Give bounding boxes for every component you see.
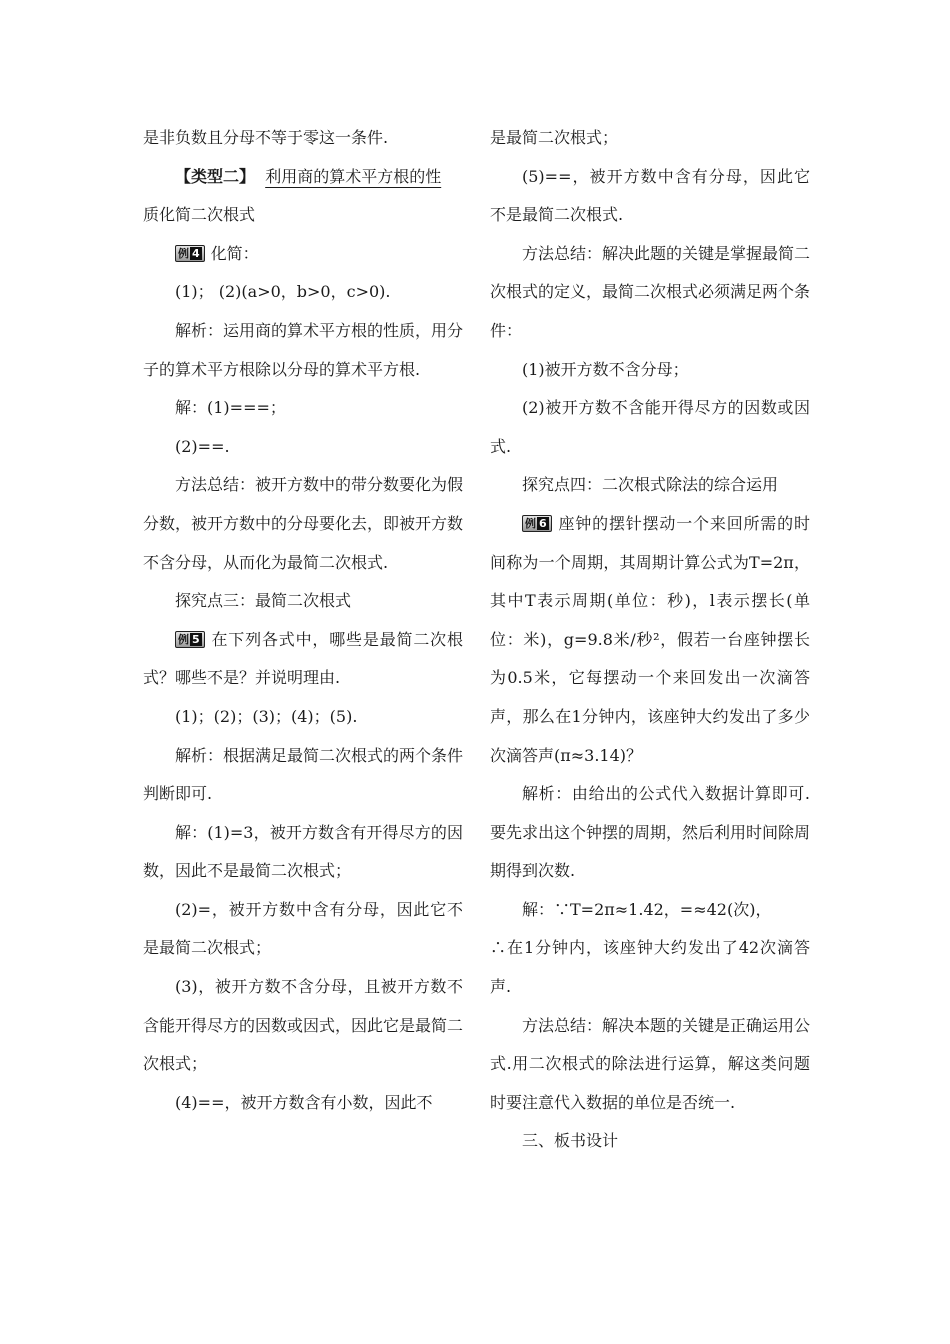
- method-summary: 方法总结：解决本题的关键是正确运用公式.用二次根式的除法进行运算，解这类问题时要注意代入数据的单位是否统一.: [490, 1015, 811, 1112]
- left-column: [143, 119, 463, 1122]
- type-title-cont: 质化简二次根式: [143, 205, 256, 225]
- solution-line: (3)，被开方数不含分母，且被开方数不含能开得尽方的因数或因式，因此它是最简二次根式；: [143, 977, 464, 1074]
- solution-line: (5)==，被开方数中含有分母，因此它不是最简二次根式.: [490, 166, 810, 225]
- solution-line: 解：(1)===；: [175, 398, 286, 418]
- example-text: 化简：: [210, 243, 259, 263]
- type-heading: [143, 158, 463, 197]
- analysis: 解析：由给出的公式代入数据计算即可.要先求出这个钟摆的周期，然后利用时间除周期得到次数.: [490, 784, 811, 881]
- solution-line: 解：∵T=2π≈1.42，=≈42(次)，: [522, 899, 772, 919]
- example-4: [143, 235, 463, 274]
- example-5: [143, 621, 463, 698]
- section-heading: 探究点四：二次根式除法的综合运用: [522, 475, 779, 495]
- paragraph: 是最简二次根式；: [490, 128, 619, 147]
- solution-line: (4)==，被开方数含有小数，因此不: [175, 1092, 433, 1112]
- example-text: 座钟的摆针摆动一个来回所需的时间称为一个周期，其周期计算公式为T=2π，其中T表示周期(单位：秒)，l表示摆长(单位：米)，g=9.8米/秒²，假若一台座钟摆长为0.5米，它每摆动一个来回发出一次滴答声，那么在1分钟内，该座钟大约发出了多少次滴答声(π≈3.14)？: [490, 513, 810, 765]
- analysis: 解析：运用商的算术平方根的性质，用分子的算术平方根除以分母的算术平方根.: [143, 320, 464, 379]
- condition-item: (2)被开方数不含能开得尽方的因数或因式.: [490, 398, 810, 456]
- example-badge: 例 4: [175, 245, 205, 262]
- condition-item: (1)被开方数不含分母；: [522, 359, 689, 379]
- example-items: (1)； (2)(a>0，b>0，c>0).: [175, 282, 391, 302]
- example-items: (1)；(2)；(3)；(4)；(5).: [175, 706, 358, 726]
- paragraph: 是非负数且分母不等于零这一条件.: [143, 128, 389, 147]
- right-column: [490, 119, 810, 1161]
- type-heading-cont: [143, 196, 463, 235]
- example-badge: 例 5: [175, 631, 205, 648]
- solution-line: (2)==.: [175, 436, 230, 456]
- section-heading: 探究点三：最简二次根式: [175, 591, 352, 611]
- method-summary: 方法总结：解决此题的关键是掌握最简二次根式的定义，最简二次根式必须满足两个条件：: [490, 243, 811, 340]
- solution-line: 解：(1)=3，被开方数含有开得尽方的因数，因此不是最简二次根式；: [143, 822, 463, 881]
- solution-line: (2)=，被开方数中含有分母，因此它不是最简二次根式；: [143, 899, 463, 958]
- method-summary: 方法总结：被开方数中的带分数要化为假分数，被开方数中的分母要化去，即被开方数不含分母，从而化为最简二次根式.: [143, 475, 464, 572]
- example-text: 在下列各式中，哪些是最简二次根式？哪些不是？并说明理由.: [143, 629, 463, 688]
- example-6: [490, 505, 810, 775]
- solution-line: ∴在1分钟内，该座钟大约发出了42次滴答声.: [490, 938, 810, 997]
- example-badge: 例 6: [522, 515, 552, 532]
- type-bracket: 【类型二】: [175, 166, 256, 186]
- analysis: 解析：根据满足最简二次根式的两个条件判断即可.: [143, 745, 464, 804]
- section-heading: 三、板书设计: [522, 1131, 619, 1151]
- type-title: 利用商的算术平方根的性: [265, 166, 442, 186]
